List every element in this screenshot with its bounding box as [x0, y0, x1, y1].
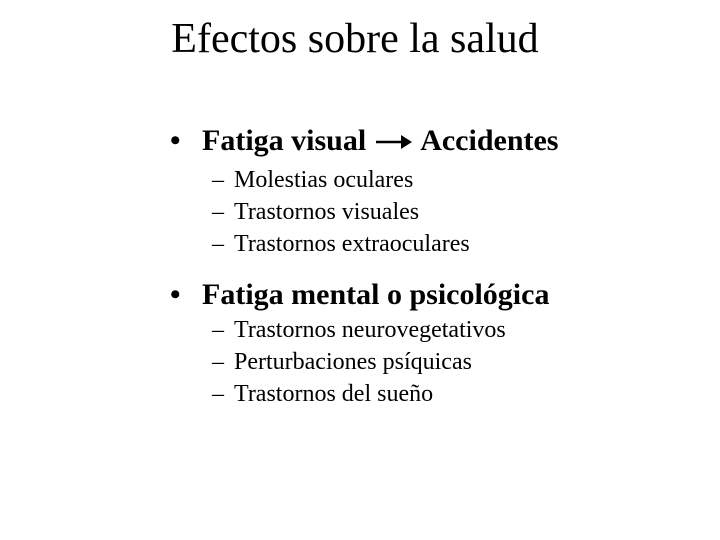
- bullet-dot: •: [170, 124, 181, 157]
- bullet-dot: •: [170, 278, 181, 311]
- list-item: [212, 314, 506, 346]
- list-item-text: Trastornos visuales: [234, 199, 420, 225]
- dash: –: [212, 381, 224, 407]
- dash: –: [212, 199, 224, 225]
- right-arrow-icon: [374, 122, 414, 158]
- bullet-heading: Fatiga mental o psicológica: [202, 278, 550, 311]
- list-item: [212, 378, 506, 410]
- sub-list-fatiga-visual: [212, 164, 470, 260]
- dash: –: [212, 231, 224, 257]
- list-item-text: Perturbaciones psíquicas: [234, 349, 472, 375]
- list-item: [212, 228, 470, 260]
- list-item: [212, 196, 470, 228]
- bullet-fatiga-mental: [170, 277, 549, 313]
- dash: –: [212, 167, 224, 193]
- list-item-text: Trastornos del sueño: [234, 381, 434, 407]
- list-item: [212, 346, 506, 378]
- list-item-text: Trastornos extraoculares: [234, 231, 470, 257]
- dash: –: [212, 317, 224, 343]
- list-item-text: Trastornos neurovegetativos: [234, 317, 506, 343]
- slide-title: Efectos sobre la salud: [171, 16, 539, 62]
- bullet-heading-right: Accidentes: [420, 124, 559, 157]
- sub-list-fatiga-mental: [212, 314, 506, 410]
- bullet-heading-left: Fatiga visual: [202, 124, 367, 157]
- list-item: [212, 164, 470, 196]
- list-item-text: Molestias oculares: [234, 167, 414, 193]
- dash: –: [212, 349, 224, 375]
- bullet-fatiga-visual: [170, 122, 558, 159]
